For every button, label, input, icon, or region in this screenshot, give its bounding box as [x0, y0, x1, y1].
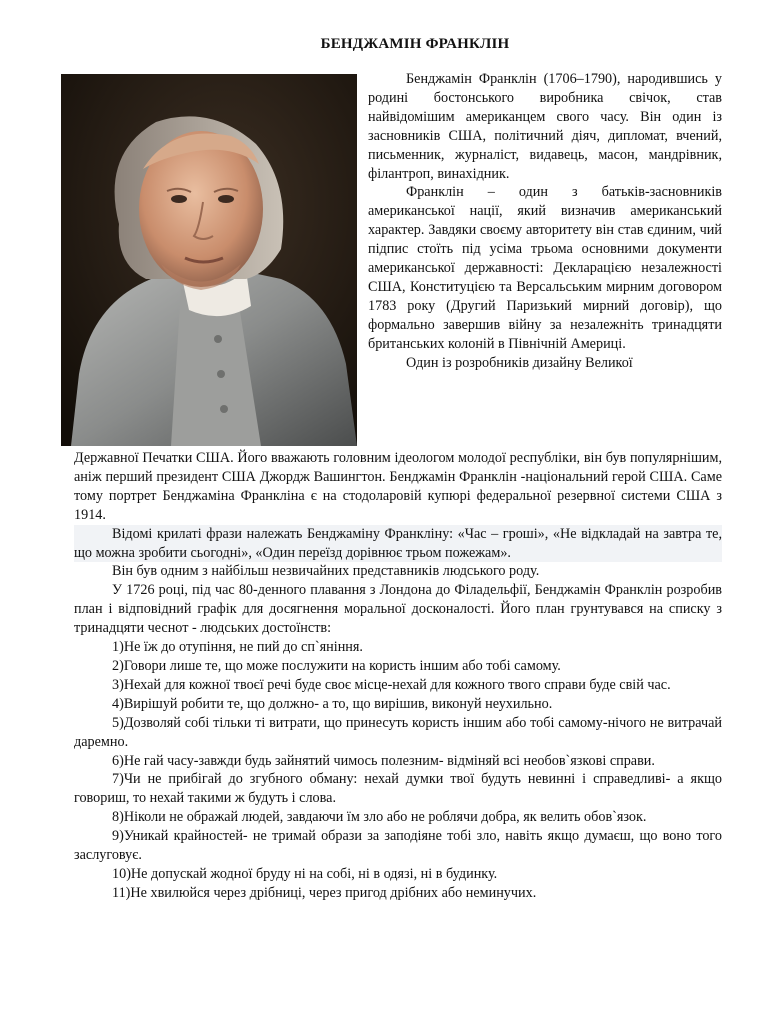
list-item: 8)Ніколи не ображай людей, завдаючи їм зло або не роблячи добра, як велить обов`язок.: [112, 809, 647, 826]
paragraph-biography: Бенджамін Франклін (1706–1790), народившись у родині бостонського виробника свічок, став найвідомішим американцем свого часу. Він один із засновників США, політичний діяч, дипломат, вчений, письменник, журналіст, видавець, масон, мандрівник, філантроп, винахідник.: [368, 71, 722, 182]
list-item: 5)Дозволяй собі тільки ті витрати, що принесуть користь іншим або тобі самому-нічого не витрачай даремно.: [74, 714, 722, 750]
list-item: 4)Вирішуй робити те, що должно- а то, що вирішив, виконуй неухильно.: [112, 695, 553, 712]
list-item: 3)Нехай для кожної твоєї речі буде своє місце-нехай для кожного твого справи буде свій час.: [112, 676, 671, 693]
list-item: 7)Чи не прибігай до згубного обману: нехай думки твої будуть невинні і справедливі- а якщо говориш, то нехай такими ж будуть і слова.: [74, 771, 722, 807]
list-item: 9)Уникай крайностей- не тримай образи за заподіяне тобі зло, навіть якщо думаєш, що воно того заслуговує.: [74, 828, 722, 864]
list-item: 6)Не гай часу-завжди будь зайнятий чимось полезним- відміняй всі необов`язкові справи.: [112, 752, 655, 769]
paragraph-moral-plan: У 1726 році, під час 80-денного плавання з Лондона до Філадельфії, Бенджамін Франклін розробив план і відповідний графік для досягнення моральної досконалості. Його план грунтувався на списку з тринадцяти чеснот - людських достоїнств:: [74, 582, 722, 637]
paragraph-seal-start: Один із розробників дизайну Великої: [406, 354, 633, 371]
virtues-list: [74, 638, 722, 903]
portrait-of-benjamin-franklin-icon: [61, 74, 357, 446]
list-item: 11)Не хвилюйся через дрібниці, через пригод дрібних або неминучих.: [112, 884, 537, 901]
paragraph-founding-father: Франклін – один з батьків-засновників американської нації, який визначив американський характер. Завдяки своєму авторитету він став єдиним, чий підпис стоїть під усіма трьома основними документи американської державності: Декларацією незалежності США, Конституцією та Версальським мирним договором 1783 року (Другий Паризький мирний договір), що формально завершив війну за незалежніть тринадцяти британських колоній в Північній Америці.: [368, 184, 722, 352]
main-text: [74, 449, 722, 903]
paragraph-quotes: Відомі крилаті фрази належать Бенджаміну Франкліну: «Час – гроші», «Не відкладай на завтра те, що можна зробити сьогодні», «Один переїзд дорівнює трьом пожежам».: [74, 525, 722, 561]
portrait-image: [61, 74, 357, 446]
page-title: БЕНДЖАМІН ФРАНКЛІН: [320, 36, 510, 52]
list-item: 2)Говори лише те, що може послужити на користь іншим або тобі самому.: [112, 657, 561, 674]
list-item: 10)Не допускай жодної бруду ні на собі, ні в одязі, ні в будинку.: [112, 865, 498, 882]
paragraph-unusual: Він був одним з найбільш незвичайних представників людського роду.: [112, 563, 540, 580]
list-item: 1)Не їж до отупіння, не пий до сп`яніння.: [112, 639, 363, 656]
paragraph-seal-rest: Державної Печатки США. Його вважають головним ідеологом молодої республіки, він був популярнішим, аніж перший президент США Джордж Вашингтон. Бенджамін Франклін -національний герой США. Саме тому портрет Бенджаміна Франкліна є на стодоларовій купюрі федеральної резервної системи США з 1914.: [74, 450, 722, 523]
intro-column: [368, 70, 722, 373]
